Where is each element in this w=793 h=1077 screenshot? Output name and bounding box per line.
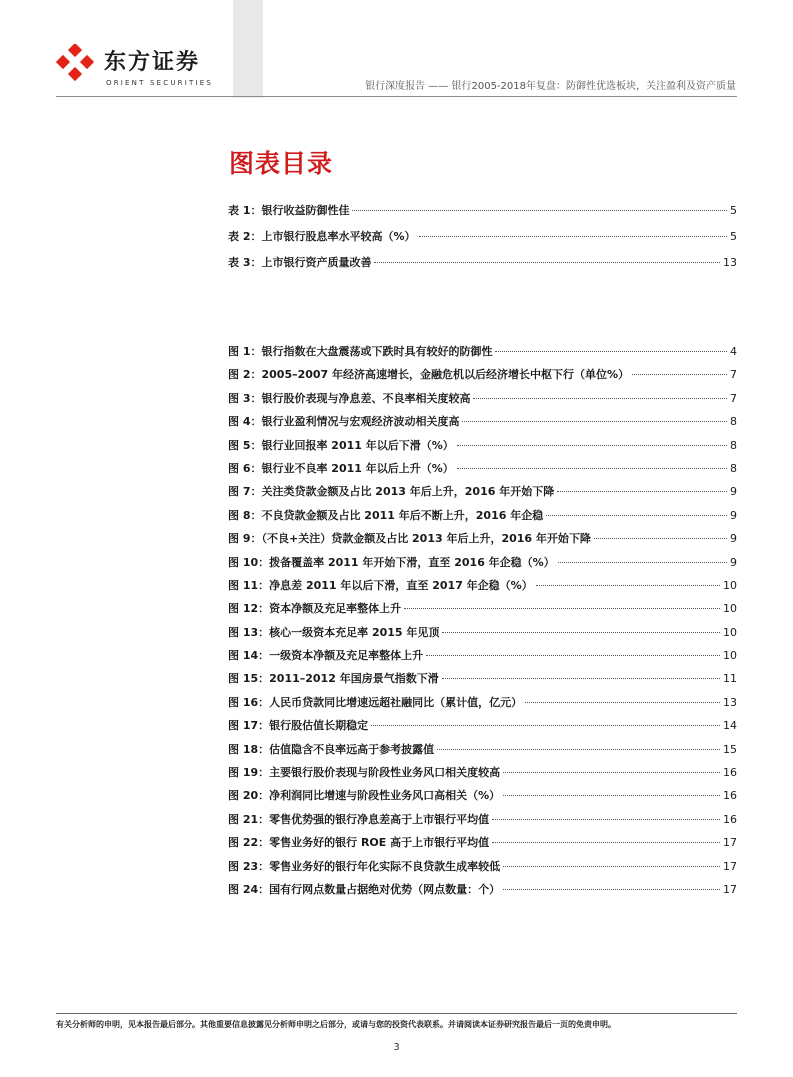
toc-entry-page: 10 [723,602,737,616]
figure-list [228,344,737,905]
toc-entry-figure-10[interactable] [228,555,737,578]
toc-entry-page: 13 [723,695,737,709]
toc-entry-page: 10 [723,625,737,639]
toc-entry-page: 14 [723,719,737,733]
table-list [228,203,737,281]
brand-name-en: ORIENT SECURITIES [106,79,214,87]
toc-entry-label: 图 10：拨备覆盖率 2011 年开始下滑，直至 2016 年企稳（%） [228,555,555,569]
toc-entry-figure-11[interactable] [228,578,737,601]
toc-entry-label: 图 9：（不良+关注）贷款金额及占比 2013 年后上升，2016 年开始下降 [228,532,591,546]
toc-entry-figure-3[interactable] [228,391,737,414]
toc-entry-label: 表 3：上市银行资产质量改善 [228,256,372,269]
toc-entry-figure-24[interactable] [228,882,737,905]
toc-entry-page: 8 [730,461,737,475]
toc-entry-page: 17 [723,836,737,850]
toc-entry-figure-8[interactable] [228,508,737,531]
toc-entry-page: 16 [723,812,737,826]
toc-entry-label: 图 3：银行股价表现与净息差、不良率相关度较高 [228,391,471,405]
toc-entry-page: 17 [723,859,737,873]
page-number: 3 [393,1042,400,1053]
diamond-grid-logo-icon [56,44,96,84]
toc-entry-figure-18[interactable] [228,742,737,765]
toc-entry-label: 图 20：净利润同比增速与阶段性业务风口高相关（%） [228,789,501,803]
toc-entry-figure-1[interactable] [228,344,737,367]
toc-entry-label: 图 22：零售业务好的银行 ROE 高于上市银行平均值 [228,836,490,850]
toc-entry-page: 5 [730,230,737,243]
dot-leader [503,889,720,890]
toc-entry-figure-22[interactable] [228,835,737,858]
toc-entry-figure-14[interactable] [228,648,737,671]
toc-entry-table-1[interactable] [228,203,737,229]
header-divider [56,96,737,97]
toc-entry-page: 16 [723,766,737,780]
dot-leader [495,351,727,352]
toc-entry-label: 图 6：银行业不良率 2011 年以后上升（%） [228,461,454,475]
toc-entry-label: 图 7：关注类贷款金额及占比 2013 年后上升，2016 年开始下降 [228,485,555,499]
toc-entry-label: 图 1：银行指数在大盘震荡或下跌时具有较好的防御性 [228,345,493,358]
toc-entry-label: 图 24：国有行网点数量占据绝对优势（网点数量：个） [228,882,501,896]
toc-entry-label: 图 4：银行业盈利情况与宏观经济波动相关度高 [228,415,460,429]
toc-entry-table-3[interactable] [228,255,737,281]
toc-entry-table-2[interactable] [228,229,737,255]
toc-entry-page: 8 [730,415,737,429]
dot-leader [374,262,720,263]
toc-entry-label: 图 21：零售优势强的银行净息差高于上市银行平均值 [228,812,490,826]
toc-entry-page: 17 [723,882,737,896]
toc-entry-page: 9 [730,555,737,569]
dot-leader [462,421,727,422]
toc-entry-page: 15 [723,742,737,756]
dot-leader [426,655,720,656]
dot-leader [457,468,727,469]
toc-entry-label: 图 11：净息差 2011 年以后下滑，直至 2017 年企稳（%） [228,578,533,592]
toc-entry-label: 表 1：银行收益防御性佳 [228,204,350,217]
toc-entry-page: 7 [730,368,737,382]
dot-leader [503,866,720,867]
dot-leader [437,749,720,750]
dot-leader [558,562,727,563]
toc-entry-figure-15[interactable] [228,671,737,694]
toc-entry-page: 9 [730,532,737,546]
toc-entry-page: 7 [730,391,737,405]
dot-leader [492,819,720,820]
toc-entry-figure-20[interactable] [228,788,737,811]
toc-entry-page: 9 [730,508,737,522]
toc-entry-page: 13 [723,256,737,269]
toc-entry-label: 图 19：主要银行股价表现与阶段性业务风口相关度较高 [228,766,501,780]
toc-entry-page: 4 [730,345,737,358]
dot-leader [457,445,727,446]
toc-entry-label: 图 23：零售业务好的银行年化实际不良贷款生成率较低 [228,859,501,873]
dot-leader [492,842,720,843]
toc-entry-label: 图 12：资本净额及充足率整体上升 [228,602,402,616]
toc-entry-label: 图 15：2011–2012 年国房景气指数下滑 [228,672,439,686]
toc-entry-label: 图 14：一级资本净额及充足率整体上升 [228,649,424,663]
toc-entry-page: 5 [730,204,737,217]
dot-leader [546,515,727,516]
dot-leader [442,632,720,633]
toc-entry-page: 11 [723,672,737,686]
dot-leader [594,538,727,539]
dot-leader [536,585,720,586]
dot-leader [404,608,720,609]
dot-leader [371,725,720,726]
brand-name-cn: 东方证券 [104,50,201,75]
page-title: 图表目录 [229,149,334,178]
dot-leader [419,236,727,237]
toc-entry-label: 图 5：银行业回报率 2011 年以后下滑（%） [228,438,454,452]
toc-entry-label: 图 16：人民币贷款同比增速远超社融同比（累计值，亿元） [228,695,523,709]
dot-leader [503,772,720,773]
toc-entry-page: 8 [730,438,737,452]
toc-entry-page: 10 [723,649,737,663]
dot-leader [557,491,727,492]
dot-leader [503,795,720,796]
toc-entry-figure-7[interactable] [228,484,737,507]
toc-entry-figure-21[interactable] [228,812,737,835]
toc-entry-label: 图 13：核心一级资本充足率 2015 年见顶 [228,625,440,639]
header-gray-band [233,0,263,98]
toc-entry-figure-17[interactable] [228,718,737,741]
toc-entry-figure-16[interactable] [228,695,737,718]
toc-entry-label: 表 2：上市银行股息率水平较高（%） [228,230,416,243]
toc-entry-page: 10 [723,578,737,592]
footer-divider [56,1013,737,1014]
toc-entry-figure-2[interactable] [228,367,737,390]
toc-entry-page: 16 [723,789,737,803]
toc-entry-label: 图 17：银行股估值长期稳定 [228,719,369,733]
dot-leader [632,374,727,375]
toc-entry-figure-19[interactable] [228,765,737,788]
dot-leader [525,702,720,703]
toc-entry-figure-9[interactable] [228,531,737,554]
toc-entry-figure-13[interactable] [228,625,737,648]
dot-leader [473,398,727,399]
toc-entry-figure-6[interactable] [228,461,737,484]
toc-entry-figure-4[interactable] [228,414,737,437]
toc-entry-figure-5[interactable] [228,438,737,461]
toc-entry-label: 图 8：不良贷款金额及占比 2011 年后不断上升，2016 年企稳 [228,508,544,522]
dot-leader [442,678,720,679]
toc-entry-page: 9 [730,485,737,499]
toc-entry-label: 图 2：2005–2007 年经济高速增长，金融危机以后经济增长中枢下行（单位%） [228,368,630,382]
toc-entry-figure-12[interactable] [228,601,737,624]
toc-entry-label: 图 18：估值隐含不良率远高于参考披露值 [228,742,435,756]
toc-entry-figure-23[interactable] [228,859,737,882]
dot-leader [352,210,727,211]
report-running-title: 银行深度报告 —— 银行2005-2018年复盘：防御性优选板块，关注盈利及资产质量 [365,81,736,92]
footer-disclaimer: 有关分析师的申明，见本报告最后部分。其他重要信息披露见分析师申明之后部分，或请与您的投资代表联系。并请阅读本证券研究报告最后一页的免责申明。 [56,1020,616,1029]
